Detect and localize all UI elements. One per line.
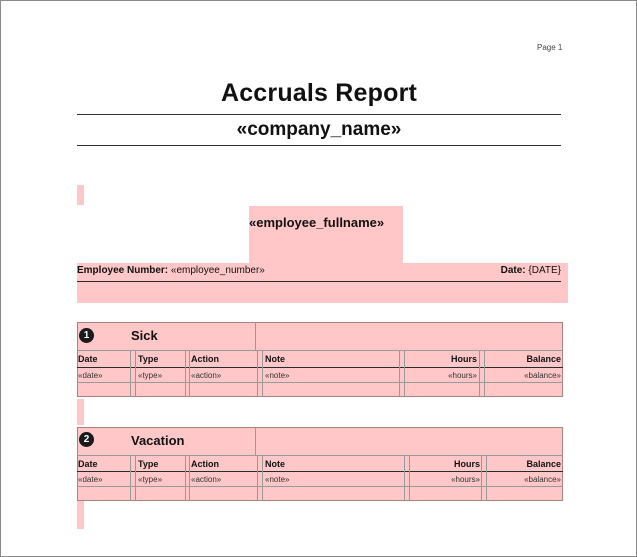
- employee-number-value: «employee_number»: [170, 265, 265, 276]
- date-label: Date:: [500, 265, 526, 276]
- section-number-badge: 2: [79, 432, 94, 447]
- table-cell: «date»: [78, 371, 103, 380]
- table-cell: «type»: [138, 475, 163, 484]
- page-number: Page 1: [537, 43, 563, 52]
- margin-highlight: [77, 185, 84, 205]
- title-divider: [77, 114, 561, 115]
- column-header: Action: [191, 354, 219, 364]
- column-header: Hours: [450, 354, 477, 364]
- table-cell: «balance»: [524, 475, 561, 484]
- company-name: «company_name»: [236, 119, 402, 140]
- table-cell: «action»: [191, 371, 222, 380]
- table-cell: «date»: [78, 475, 103, 484]
- table-cell: «balance»: [524, 371, 561, 380]
- margin-highlight: [77, 501, 84, 529]
- employee-number-label: Employee Number:: [77, 265, 169, 276]
- table-cell: «note»: [265, 475, 290, 484]
- column-header: Balance: [526, 354, 561, 364]
- column-header: Action: [191, 459, 219, 469]
- column-header: Type: [138, 459, 159, 469]
- employee-fullname: «employee_fullname»: [249, 215, 385, 230]
- column-header: Date: [78, 354, 98, 364]
- column-header: Balance: [526, 459, 561, 469]
- table-cell: «note»: [265, 371, 290, 380]
- section-number-badge: 1: [79, 328, 94, 343]
- table-cell: «hours»: [451, 475, 480, 484]
- date-field: [501, 265, 561, 276]
- column-header: Date: [78, 459, 98, 469]
- section-title: Sick: [131, 328, 158, 343]
- company-divider: [77, 145, 561, 146]
- employee-info-divider: [77, 281, 561, 282]
- section-title: Vacation: [131, 433, 185, 448]
- column-header: Type: [138, 354, 159, 364]
- report-title: Accruals Report: [220, 79, 418, 107]
- employee-info-row: [77, 265, 561, 276]
- column-header: Hours: [453, 459, 480, 469]
- column-header: Note: [265, 354, 285, 364]
- table-cell: «hours»: [448, 371, 477, 380]
- margin-highlight: [77, 399, 84, 425]
- table-cell: «action»: [191, 475, 222, 484]
- column-header: Note: [265, 459, 285, 469]
- table-cell: «type»: [138, 371, 163, 380]
- date-value: {DATE}: [528, 265, 561, 276]
